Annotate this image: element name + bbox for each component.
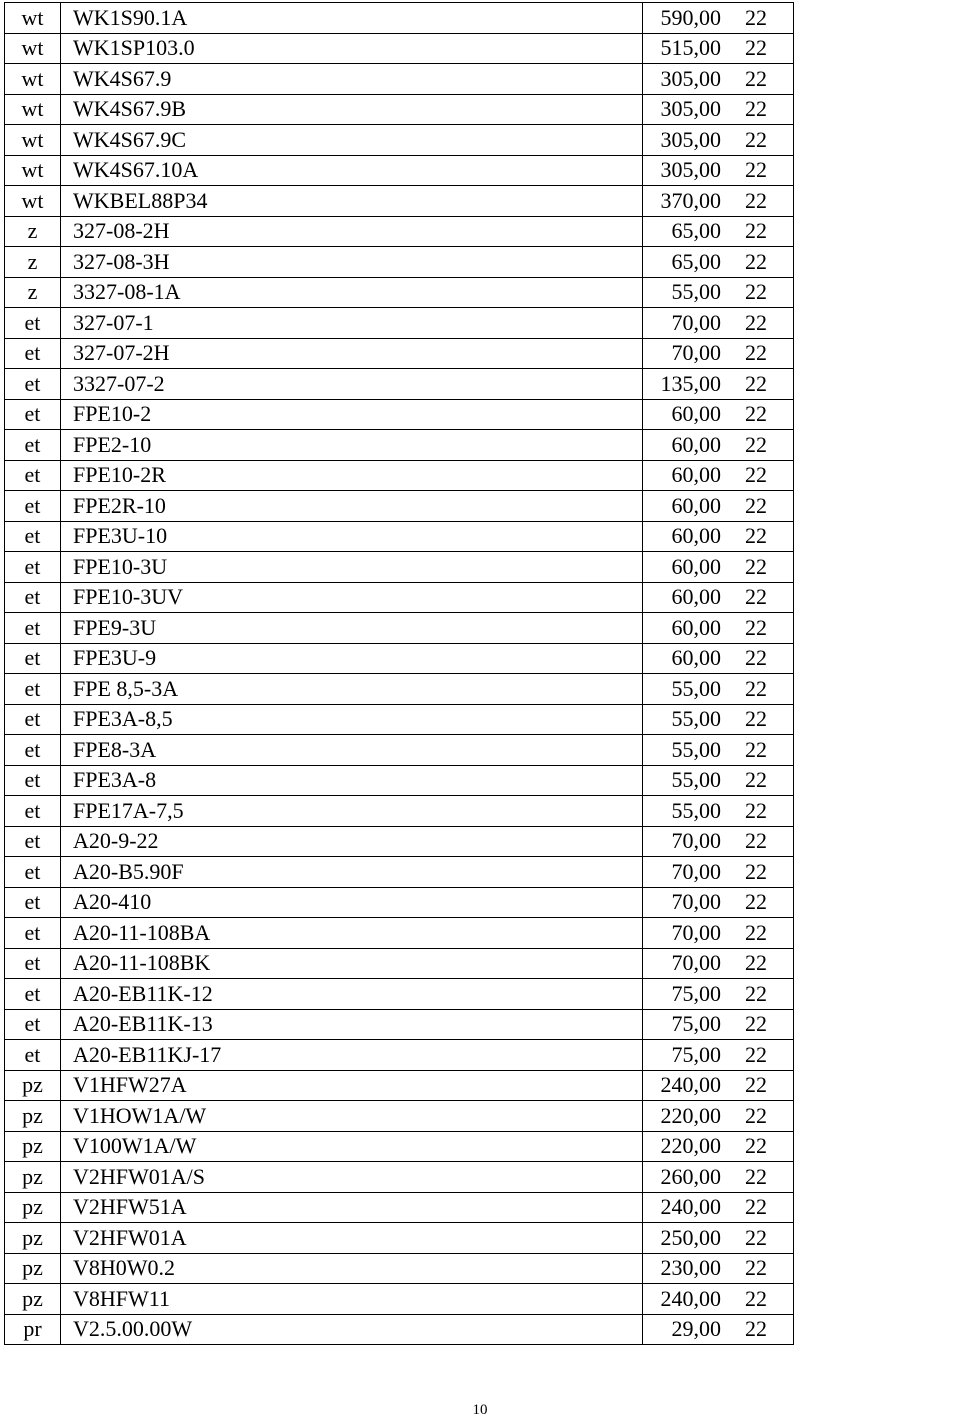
- vat-rate: 22: [745, 858, 767, 884]
- table-row: [5, 186, 794, 217]
- table-row: [5, 704, 794, 735]
- vat-rate: 22: [745, 126, 767, 152]
- table-row: [5, 338, 794, 369]
- price-cell: [643, 64, 794, 95]
- product-code-cell: 327-07-1: [61, 308, 643, 339]
- product-code-cell: V8H0W0.2: [61, 1253, 643, 1284]
- vat-rate: 22: [745, 1194, 767, 1220]
- table-row: [5, 979, 794, 1010]
- unit-cell: wt: [5, 33, 61, 64]
- price-amount: 60,00: [671, 462, 721, 488]
- product-code-cell: A20-EB11KJ-17: [61, 1040, 643, 1071]
- product-code-cell: V2HFW01A: [61, 1223, 643, 1254]
- product-code-cell: V2HFW01A/S: [61, 1162, 643, 1193]
- table-row: [5, 1192, 794, 1223]
- price-amount: 305,00: [660, 126, 721, 152]
- price-amount: 65,00: [671, 248, 721, 274]
- price-cell: [643, 887, 794, 918]
- unit-cell: wt: [5, 155, 61, 186]
- table-row: [5, 64, 794, 95]
- price-cell: [643, 948, 794, 979]
- price-amount: 60,00: [671, 553, 721, 579]
- vat-rate: 22: [745, 248, 767, 274]
- vat-rate: 22: [745, 1011, 767, 1037]
- vat-rate: 22: [745, 706, 767, 732]
- vat-rate: 22: [745, 370, 767, 396]
- vat-rate: 22: [745, 492, 767, 518]
- table-row: [5, 247, 794, 278]
- unit-cell: et: [5, 399, 61, 430]
- price-cell: [643, 1162, 794, 1193]
- price-cell: [643, 1284, 794, 1315]
- price-amount: 55,00: [671, 736, 721, 762]
- table-row: [5, 613, 794, 644]
- page-number: 10: [472, 1402, 488, 1418]
- price-amount: 75,00: [671, 1041, 721, 1067]
- price-cell: [643, 125, 794, 156]
- vat-rate: 22: [745, 1285, 767, 1311]
- vat-rate: 22: [745, 1133, 767, 1159]
- unit-cell: wt: [5, 125, 61, 156]
- table-row: [5, 552, 794, 583]
- vat-rate: 22: [745, 889, 767, 915]
- vat-rate: 22: [745, 96, 767, 122]
- product-code-cell: FPE9-3U: [61, 613, 643, 644]
- product-code-cell: 3327-08-1A: [61, 277, 643, 308]
- unit-cell: et: [5, 948, 61, 979]
- price-cell: [643, 582, 794, 613]
- table-row: [5, 369, 794, 400]
- vat-rate: 22: [745, 279, 767, 305]
- product-code-cell: FPE3U-10: [61, 521, 643, 552]
- price-amount: 70,00: [671, 340, 721, 366]
- table-row: [5, 308, 794, 339]
- price-cell: [643, 1192, 794, 1223]
- price-cell: [643, 552, 794, 583]
- vat-rate: 22: [745, 65, 767, 91]
- table-row: [5, 155, 794, 186]
- product-code-cell: 327-08-2H: [61, 216, 643, 247]
- product-code-cell: WK1SP103.0: [61, 33, 643, 64]
- price-amount: 230,00: [660, 1255, 721, 1281]
- price-cell: [643, 247, 794, 278]
- price-amount: 305,00: [660, 157, 721, 183]
- price-cell: [643, 918, 794, 949]
- vat-rate: 22: [745, 218, 767, 244]
- product-code-cell: FPE3U-9: [61, 643, 643, 674]
- product-code-cell: FPE 8,5-3A: [61, 674, 643, 705]
- unit-cell: et: [5, 887, 61, 918]
- vat-rate: 22: [745, 187, 767, 213]
- unit-cell: wt: [5, 64, 61, 95]
- product-code-cell: FPE3A-8,5: [61, 704, 643, 735]
- vat-rate: 22: [745, 553, 767, 579]
- price-cell: [643, 1131, 794, 1162]
- product-code-cell: A20-9-22: [61, 826, 643, 857]
- price-amount: 70,00: [671, 309, 721, 335]
- product-code-cell: WKBEL88P34: [61, 186, 643, 217]
- table-row: [5, 643, 794, 674]
- price-amount: 305,00: [660, 96, 721, 122]
- product-code-cell: WK4S67.9: [61, 64, 643, 95]
- unit-cell: et: [5, 430, 61, 461]
- price-cell: [643, 33, 794, 64]
- vat-rate: 22: [745, 1224, 767, 1250]
- unit-cell: pz: [5, 1101, 61, 1132]
- price-amount: 75,00: [671, 980, 721, 1006]
- price-cell: [643, 765, 794, 796]
- price-amount: 55,00: [671, 797, 721, 823]
- product-code-cell: FPE2R-10: [61, 491, 643, 522]
- price-amount: 220,00: [660, 1102, 721, 1128]
- price-amount: 65,00: [671, 218, 721, 244]
- table-row: [5, 735, 794, 766]
- price-cell: [643, 979, 794, 1010]
- table-row: [5, 887, 794, 918]
- price-cell: [643, 796, 794, 827]
- product-code-cell: A20-EB11K-12: [61, 979, 643, 1010]
- price-cell: [643, 186, 794, 217]
- table-row: [5, 1253, 794, 1284]
- unit-cell: wt: [5, 3, 61, 34]
- price-cell: [643, 1101, 794, 1132]
- vat-rate: 22: [745, 401, 767, 427]
- unit-cell: et: [5, 552, 61, 583]
- price-amount: 250,00: [660, 1224, 721, 1250]
- price-cell: [643, 277, 794, 308]
- product-code-cell: FPE10-2: [61, 399, 643, 430]
- price-cell: [643, 857, 794, 888]
- unit-cell: et: [5, 979, 61, 1010]
- table-row: [5, 1101, 794, 1132]
- table-row: [5, 948, 794, 979]
- price-amount: 240,00: [660, 1072, 721, 1098]
- unit-cell: et: [5, 918, 61, 949]
- unit-cell: et: [5, 674, 61, 705]
- price-cell: [643, 1314, 794, 1345]
- product-code-cell: WK1S90.1A: [61, 3, 643, 34]
- price-cell: [643, 216, 794, 247]
- unit-cell: et: [5, 765, 61, 796]
- vat-rate: 22: [745, 1163, 767, 1189]
- product-code-cell: A20-11-108BK: [61, 948, 643, 979]
- vat-rate: 22: [745, 462, 767, 488]
- vat-rate: 22: [745, 4, 767, 30]
- unit-cell: pz: [5, 1070, 61, 1101]
- product-code-cell: A20-EB11K-13: [61, 1009, 643, 1040]
- product-code-cell: 327-07-2H: [61, 338, 643, 369]
- product-code-cell: WK4S67.9C: [61, 125, 643, 156]
- table-row: [5, 857, 794, 888]
- vat-rate: 22: [745, 523, 767, 549]
- unit-cell: et: [5, 338, 61, 369]
- table-row: [5, 491, 794, 522]
- table-row: [5, 1009, 794, 1040]
- price-cell: [643, 3, 794, 34]
- product-code-cell: A20-B5.90F: [61, 857, 643, 888]
- unit-cell: et: [5, 308, 61, 339]
- unit-cell: et: [5, 521, 61, 552]
- unit-cell: et: [5, 796, 61, 827]
- unit-cell: et: [5, 1040, 61, 1071]
- product-code-cell: FPE8-3A: [61, 735, 643, 766]
- table-row: [5, 765, 794, 796]
- price-cell: [643, 1070, 794, 1101]
- price-amount: 305,00: [660, 65, 721, 91]
- unit-cell: pz: [5, 1223, 61, 1254]
- price-amount: 55,00: [671, 675, 721, 701]
- price-table-body: [5, 3, 794, 1345]
- product-code-cell: V1HFW27A: [61, 1070, 643, 1101]
- price-amount: 70,00: [671, 889, 721, 915]
- unit-cell: et: [5, 369, 61, 400]
- table-row: [5, 796, 794, 827]
- unit-cell: pr: [5, 1314, 61, 1345]
- price-cell: [643, 1009, 794, 1040]
- table-row: [5, 430, 794, 461]
- unit-cell: et: [5, 613, 61, 644]
- price-amount: 135,00: [660, 370, 721, 396]
- price-amount: 240,00: [660, 1285, 721, 1311]
- price-amount: 55,00: [671, 706, 721, 732]
- unit-cell: pz: [5, 1131, 61, 1162]
- unit-cell: pz: [5, 1284, 61, 1315]
- vat-rate: 22: [745, 614, 767, 640]
- price-cell: [643, 613, 794, 644]
- unit-cell: wt: [5, 94, 61, 125]
- vat-rate: 22: [745, 1072, 767, 1098]
- table-row: [5, 1314, 794, 1345]
- vat-rate: 22: [745, 950, 767, 976]
- vat-rate: 22: [745, 584, 767, 610]
- product-code-cell: 327-08-3H: [61, 247, 643, 278]
- price-amount: 60,00: [671, 584, 721, 610]
- table-row: [5, 1070, 794, 1101]
- table-row: [5, 1284, 794, 1315]
- price-amount: 29,00: [671, 1316, 721, 1342]
- vat-rate: 22: [745, 919, 767, 945]
- unit-cell: z: [5, 216, 61, 247]
- unit-cell: z: [5, 277, 61, 308]
- price-amount: 590,00: [660, 4, 721, 30]
- table-row: [5, 918, 794, 949]
- vat-rate: 22: [745, 1102, 767, 1128]
- unit-cell: pz: [5, 1253, 61, 1284]
- product-code-cell: V2HFW51A: [61, 1192, 643, 1223]
- price-cell: [643, 1040, 794, 1071]
- price-table: [4, 2, 794, 1345]
- price-cell: [643, 155, 794, 186]
- table-row: [5, 460, 794, 491]
- price-cell: [643, 674, 794, 705]
- price-amount: 70,00: [671, 950, 721, 976]
- product-code-cell: A20-11-108BA: [61, 918, 643, 949]
- unit-cell: et: [5, 460, 61, 491]
- price-amount: 60,00: [671, 645, 721, 671]
- product-code-cell: FPE3A-8: [61, 765, 643, 796]
- vat-rate: 22: [745, 645, 767, 671]
- vat-rate: 22: [745, 1041, 767, 1067]
- product-code-cell: A20-410: [61, 887, 643, 918]
- vat-rate: 22: [745, 675, 767, 701]
- price-amount: 75,00: [671, 1011, 721, 1037]
- price-amount: 70,00: [671, 919, 721, 945]
- price-amount: 515,00: [660, 35, 721, 61]
- product-code-cell: FPE17A-7,5: [61, 796, 643, 827]
- product-code-cell: WK4S67.10A: [61, 155, 643, 186]
- unit-cell: et: [5, 1009, 61, 1040]
- unit-cell: et: [5, 735, 61, 766]
- unit-cell: z: [5, 247, 61, 278]
- price-cell: [643, 430, 794, 461]
- price-cell: [643, 826, 794, 857]
- product-code-cell: FPE10-3U: [61, 552, 643, 583]
- product-code-cell: V8HFW11: [61, 1284, 643, 1315]
- price-cell: [643, 521, 794, 552]
- price-cell: [643, 735, 794, 766]
- vat-rate: 22: [745, 340, 767, 366]
- product-code-cell: FPE2-10: [61, 430, 643, 461]
- price-cell: [643, 399, 794, 430]
- price-amount: 260,00: [660, 1163, 721, 1189]
- price-cell: [643, 1223, 794, 1254]
- table-row: [5, 1162, 794, 1193]
- price-amount: 70,00: [671, 828, 721, 854]
- price-amount: 70,00: [671, 858, 721, 884]
- unit-cell: pz: [5, 1192, 61, 1223]
- price-cell: [643, 491, 794, 522]
- vat-rate: 22: [745, 157, 767, 183]
- price-amount: 55,00: [671, 767, 721, 793]
- table-row: [5, 33, 794, 64]
- unit-cell: et: [5, 857, 61, 888]
- vat-rate: 22: [745, 431, 767, 457]
- unit-cell: wt: [5, 186, 61, 217]
- table-row: [5, 1131, 794, 1162]
- price-cell: [643, 338, 794, 369]
- unit-cell: pz: [5, 1162, 61, 1193]
- vat-rate: 22: [745, 828, 767, 854]
- vat-rate: 22: [745, 980, 767, 1006]
- table-row: [5, 826, 794, 857]
- product-code-cell: V1HOW1A/W: [61, 1101, 643, 1132]
- product-code-cell: 3327-07-2: [61, 369, 643, 400]
- price-cell: [643, 308, 794, 339]
- table-row: [5, 277, 794, 308]
- vat-rate: 22: [745, 1255, 767, 1281]
- table-row: [5, 521, 794, 552]
- product-code-cell: WK4S67.9B: [61, 94, 643, 125]
- price-amount: 220,00: [660, 1133, 721, 1159]
- unit-cell: et: [5, 704, 61, 735]
- table-row: [5, 216, 794, 247]
- table-row: [5, 674, 794, 705]
- table-row: [5, 582, 794, 613]
- vat-rate: 22: [745, 1316, 767, 1342]
- vat-rate: 22: [745, 35, 767, 61]
- price-cell: [643, 1253, 794, 1284]
- price-amount: 60,00: [671, 614, 721, 640]
- vat-rate: 22: [745, 797, 767, 823]
- price-cell: [643, 704, 794, 735]
- price-amount: 60,00: [671, 523, 721, 549]
- vat-rate: 22: [745, 309, 767, 335]
- table-row: [5, 3, 794, 34]
- product-code-cell: FPE10-3UV: [61, 582, 643, 613]
- price-amount: 60,00: [671, 492, 721, 518]
- table-row: [5, 1040, 794, 1071]
- unit-cell: et: [5, 643, 61, 674]
- vat-rate: 22: [745, 767, 767, 793]
- price-amount: 60,00: [671, 401, 721, 427]
- unit-cell: et: [5, 582, 61, 613]
- product-code-cell: V2.5.00.00W: [61, 1314, 643, 1345]
- price-amount: 55,00: [671, 279, 721, 305]
- table-row: [5, 399, 794, 430]
- unit-cell: et: [5, 491, 61, 522]
- table-row: [5, 1223, 794, 1254]
- unit-cell: et: [5, 826, 61, 857]
- price-cell: [643, 369, 794, 400]
- price-amount: 370,00: [660, 187, 721, 213]
- price-amount: 60,00: [671, 431, 721, 457]
- vat-rate: 22: [745, 736, 767, 762]
- table-row: [5, 125, 794, 156]
- price-cell: [643, 94, 794, 125]
- table-row: [5, 94, 794, 125]
- price-cell: [643, 643, 794, 674]
- product-code-cell: FPE10-2R: [61, 460, 643, 491]
- price-cell: [643, 460, 794, 491]
- price-amount: 240,00: [660, 1194, 721, 1220]
- product-code-cell: V100W1A/W: [61, 1131, 643, 1162]
